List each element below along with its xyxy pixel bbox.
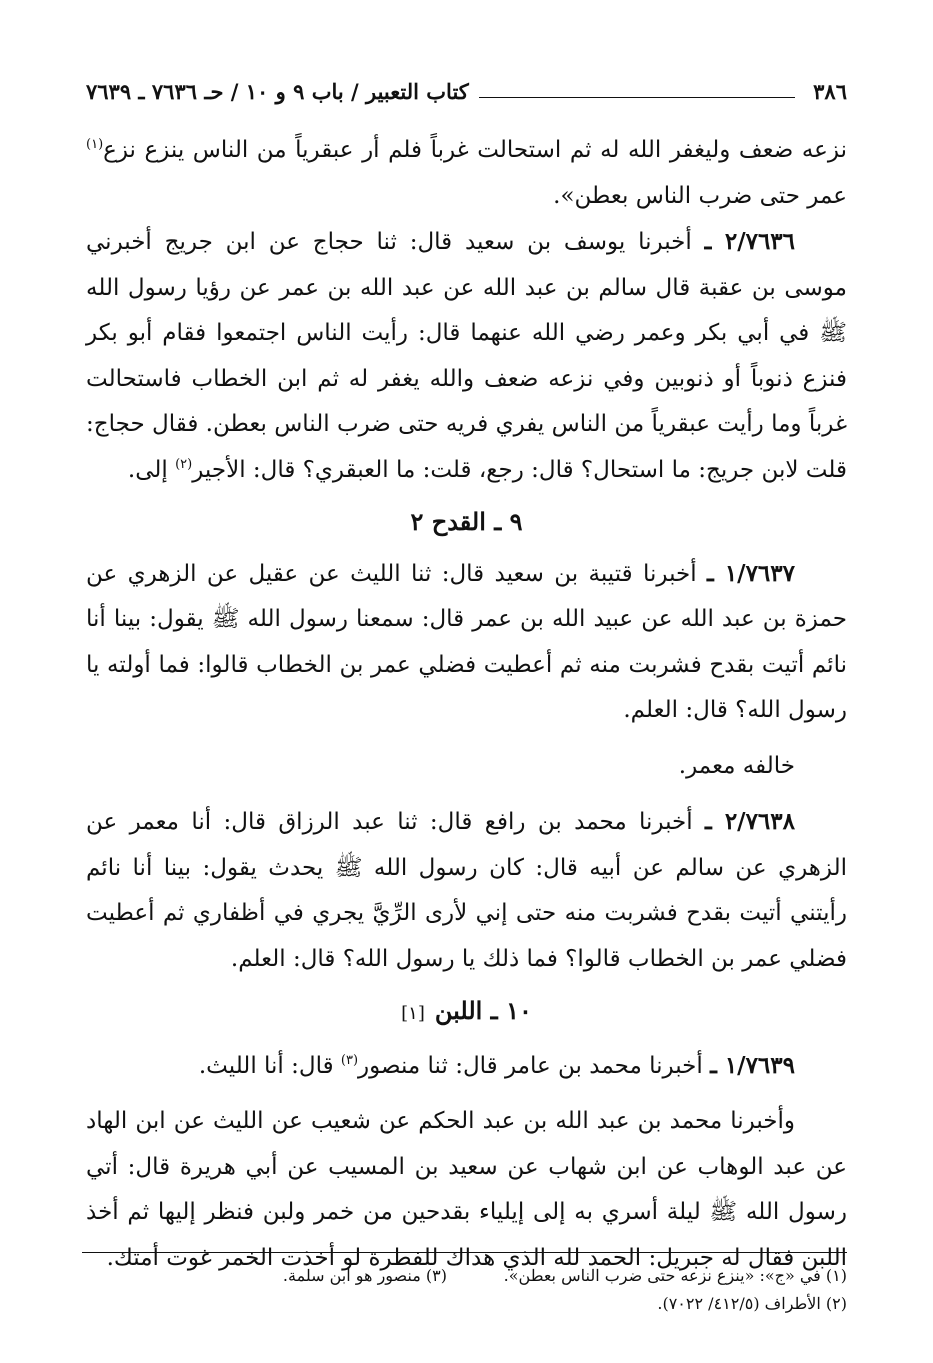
paragraph-text: عمر حتى ضرب الناس بعطن».: [553, 182, 847, 209]
hadith-7636: [86, 219, 847, 493]
footnote-marker: (١): [86, 137, 104, 152]
paragraph-text: نزعه ضعف وليغفر الله له ثم استحالت غرباً فلم أر عبقرياً من الناس ينزع نزع: [103, 137, 847, 163]
hadith-number: ١/٧٦٣٧ ـ: [707, 559, 795, 587]
bracket-tag: [١]: [401, 1003, 425, 1024]
heading-text: ٩ ـ القدح ٢: [410, 507, 523, 536]
paragraph-text: قال: أنا الليث.: [198, 1052, 341, 1079]
page-number: ٣٨٦: [813, 78, 847, 104]
section-heading-qadah: [86, 499, 847, 545]
note-line: خالفه معمر.: [678, 752, 795, 779]
paragraph-continuation: [86, 128, 847, 219]
footnotes: [86, 1262, 847, 1318]
hadith-7639: [86, 1043, 847, 1090]
hadith-number: ٢/٧٦٣٦ ـ: [704, 228, 796, 255]
footnote-row: [86, 1262, 847, 1290]
footnote-marker: (٢): [175, 456, 193, 472]
main-text: [86, 128, 847, 1281]
footnote-2: (٢) الأطراف (٤١٢/٥/ ٧٠٢٢).: [657, 1294, 847, 1313]
footnote-row: [86, 1290, 847, 1318]
hadith-number: ١/٧٦٣٩ ـ: [710, 1051, 795, 1079]
running-header: [86, 76, 847, 106]
hadith-7638: [86, 799, 847, 982]
paragraph-text: أخبرنا محمد بن رافع قال: ثنا عبد الرزاق قال: أنا معمر عن الزهري عن سالم عن أبيه قال: كان رسول الله ﷺ يحدث يقول: بينا أنا نائم رأيتني أتيت بقدح فشربت منه حتى إني لأرى الرِّيَّ يجري في أظفاري ثم أعطيت فضلي عمر بن الخطاب قالوا؟ فما ذلك يا رسول الله؟ قال: العلم.: [86, 809, 847, 972]
paragraph-text: أخبرنا محمد بن عامر قال: ثنا منصور: [358, 1052, 711, 1079]
paragraph-text: أخبرنا قتيبة بن سعيد قال: ثنا الليث عن عقيل عن الزهري عن حمزة بن عبد الله عن عبيد الله بن عمر قال: سمعنا رسول الله ﷺ يقول: بينا أنا نائم أتيت بقدح فشربت منه ثم أعطيت فضلي عمر بن الخطاب قالوا: فما أولته يا رسول الله؟ قال: العلم.: [86, 560, 847, 723]
header-rule: [479, 97, 795, 98]
section-heading-laban: [86, 988, 847, 1037]
footnote-marker: (٣): [340, 1052, 359, 1068]
footnote-rule: [82, 1252, 847, 1253]
footnote-1: (١) في «ج»: «ينزع نزعه حتى ضرب الناس بعطن».: [503, 1266, 847, 1285]
hadith-7637: [86, 551, 847, 734]
paragraph-text: إلى.: [127, 456, 176, 483]
paragraph-text: أخبرنا يوسف بن سعيد قال: ثنا حجاج عن ابن جريج أخبرني موسى بن عقبة قال سالم بن عبد الله عن عبد الله بن عمر عن رؤيا رسول الله ﷺ في أبي بكر وعمر رضي الله عنهما قال: رأيت الناس اجتمعوا فقام أبو بكر فنزع ذنوباً أو ذنوبين وفي نزعه ضعف والله يغفر له ثم ابن الخطاب فاستحالت غرباً وما رأيت عبقرياً من الناس يفري فريه حتى ضرب الناس بعطن. فقال حجاج: قلت لابن جريج: ما استحال؟ قال: رجع، قلت: ما العبقري؟ قال: الأجير: [86, 229, 847, 483]
heading-text: ١٠ ـ اللبن: [434, 996, 532, 1025]
running-title: كتاب التعبير / باب ٩ و ١٠ / حـ ٧٦٣٦ ـ ٧٦٣٩: [86, 78, 469, 104]
hadith-7639-second-chain: وأخبرنا محمد بن عبد الله بن عبد الحكم عن شعيب عن الليث عن ابن الهاد عن عبد الوهاب عن ابن شهاب عن سعيد بن المسيب عن أبي هريرة قال: أتي رسول الله ﷺ ليلة أسري به إلى إيلياء بقدحين من خمر ولبن فنظر إليها ثم أخذ اللبن فقال له جبريل: الحمد لله الذي هداك للفطرة لو أخذت الخمر غوت أمتك.: [86, 1108, 847, 1271]
hadith-number: ٢/٧٦٣٨ ـ: [705, 808, 795, 835]
footnote-3: (٣) منصور هو ابن سلمة.: [282, 1266, 447, 1285]
